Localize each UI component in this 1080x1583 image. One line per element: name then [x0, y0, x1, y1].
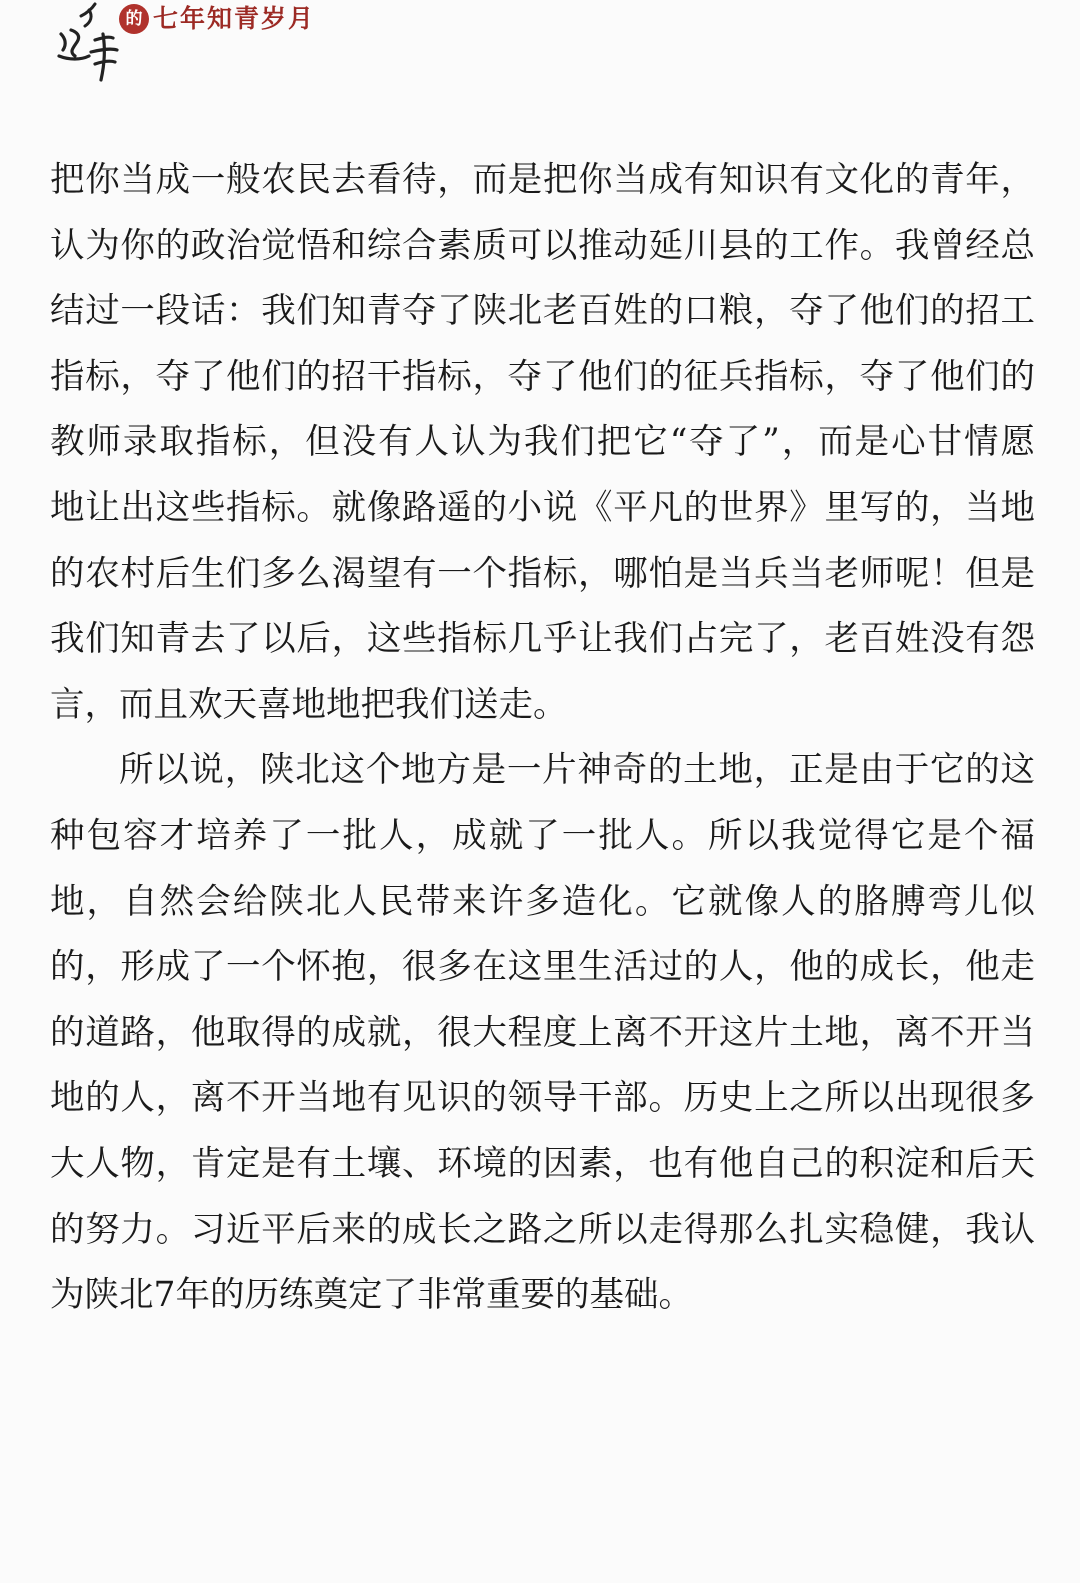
text-line: 的，形成了一个怀抱，很多在这里生活过的人，他的成长，他走 — [50, 947, 1035, 988]
text-line: 指标，夺了他们的招干指标，夺了他们的征兵指标，夺了他们的 — [50, 356, 1035, 397]
text-line: 认为你的政治觉悟和综合素质可以推动延川县的工作。我曾经总 — [50, 225, 1035, 266]
text-line: 地，自然会给陕北人民带来许多造化。它就像人的胳膊弯儿似 — [50, 881, 1035, 922]
text-line: 言，而且欢天喜地地把我们送走。 — [50, 684, 568, 725]
text-line: 的农村后生们多么渴望有一个指标，哪怕是当兵当老师呢！但是 — [50, 553, 1035, 594]
paragraph-1 — [50, 148, 1035, 738]
book-title: 七年知青岁月 — [153, 4, 316, 33]
text-line: 的努力。习近平后来的成长之路之所以走得那么扎实稳健，我认 — [50, 1209, 1035, 1250]
text-line: 地让出这些指标。就像路遥的小说《平凡的世界》里写的，当地 — [50, 487, 1035, 528]
running-header — [55, 0, 375, 90]
text-line: 我们知青去了以后，这些指标几乎让我们占完了，老百姓没有怨 — [50, 619, 1035, 660]
text-line: 地的人，离不开当地有见识的领导干部。历史上之所以出现很多 — [50, 1078, 1035, 1119]
text-line: 大人物，肯定是有土壤、环境的因素，也有他自己的积淀和后天 — [50, 1143, 1035, 1184]
text-line: 为陕北7年的历练奠定了非常重要的基础。 — [50, 1275, 693, 1316]
paragraph-2 — [50, 738, 1035, 1328]
text-line: 种包容才培养了一批人，成就了一批人。所以我觉得它是个福 — [50, 815, 1035, 856]
text-line: 教师录取指标，但没有人认为我们把它“夺了”，而是心甘情愿 — [50, 422, 1035, 463]
text-line: 所以说，陕北这个地方是一片神奇的土地，正是由于它的这 — [119, 750, 1035, 791]
body-text — [50, 148, 1035, 1329]
header-badge: 的 — [119, 4, 149, 34]
text-line: 结过一段话：我们知青夺了陕北老百姓的口粮，夺了他们的招工 — [50, 291, 1035, 332]
calligraphy-logo — [55, 0, 125, 90]
text-line: 把你当成一般农民去看待，而是把你当成有知识有文化的青年， — [50, 160, 1035, 200]
text-line: 的道路，他取得的成就，很大程度上离不开这片土地，离不开当 — [50, 1012, 1035, 1053]
